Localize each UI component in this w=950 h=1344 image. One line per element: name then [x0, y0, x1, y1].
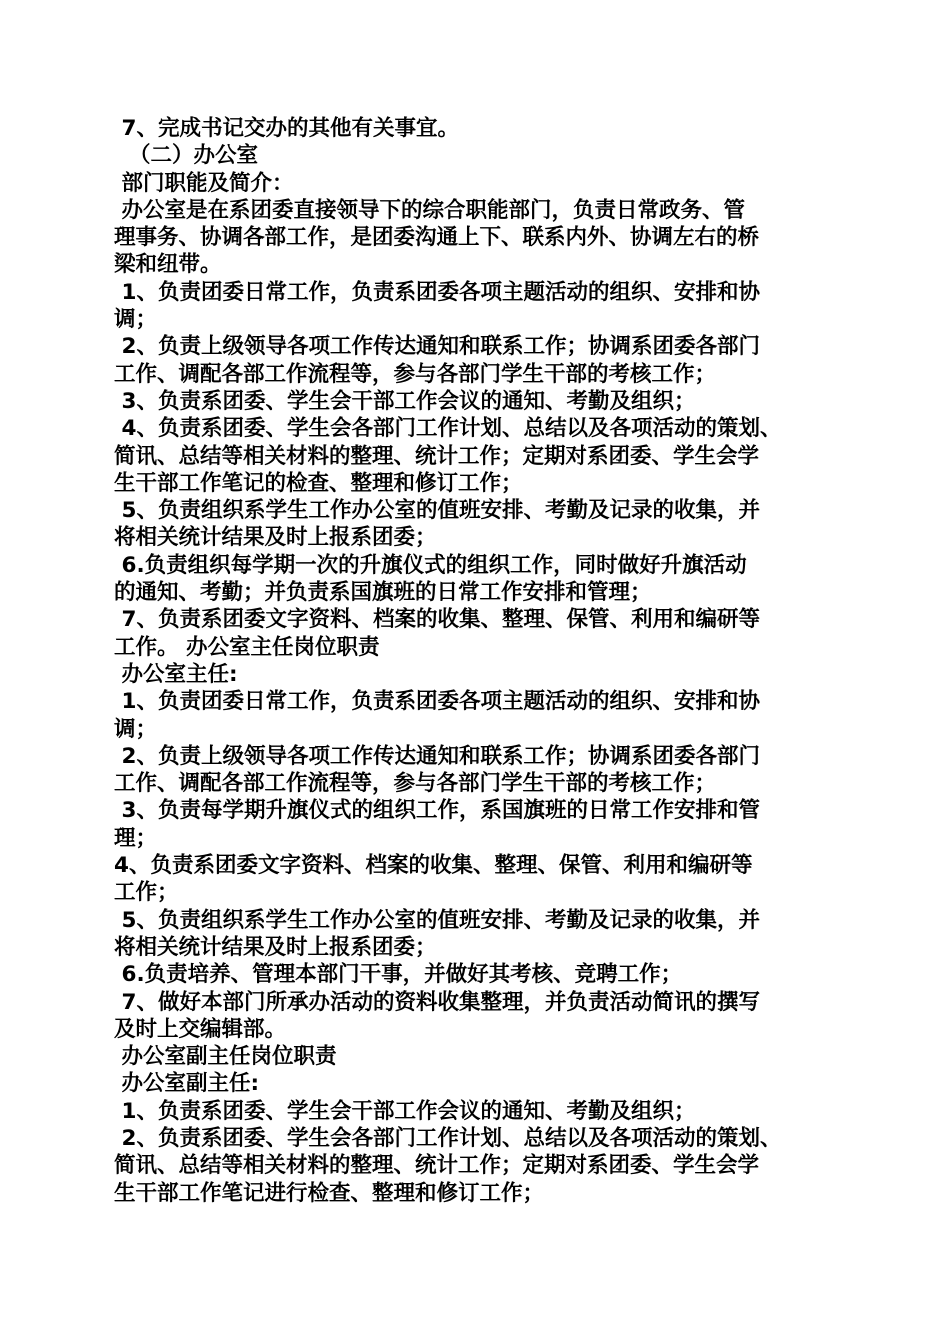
text-line: 工作、调配各部工作流程等，参与各部门学生干部的考核工作；: [114, 771, 717, 797]
text-line: 调；: [114, 307, 158, 333]
text-line: 2、负责上级领导各项工作传达通知和联系工作；协调系团委各部门: [114, 743, 760, 769]
text-line: 理；: [114, 825, 158, 851]
text-line: 工作。 办公室主任岗位职责: [114, 634, 380, 660]
text-line: 将相关统计结果及时上报系团委；: [114, 525, 437, 551]
text-line: 简讯、总结等相关材料的整理、统计工作；定期对系团委、学生会学: [114, 1153, 760, 1179]
text-line: 的通知、考勤；并负责系国旗班的日常工作安排和管理；: [114, 580, 652, 606]
text-line: 及时上交编辑部。: [114, 1016, 287, 1042]
text-line: 3、负责系团委、学生会干部工作会议的通知、考勤及组织；: [114, 388, 696, 414]
text-line: 4、负责系团委、学生会各部门工作计划、总结以及各项活动的策划、: [114, 416, 782, 442]
text-line: 7、做好本部门所承办活动的资料收集整理，并负责活动简讯的撰写: [114, 989, 760, 1015]
text-line: 工作、调配各部工作流程等，参与各部门学生干部的考核工作；: [114, 361, 717, 387]
text-line: 2、负责系团委、学生会各部门工作计划、总结以及各项活动的策划、: [114, 1125, 782, 1151]
text-line: 简讯、总结等相关材料的整理、统计工作；定期对系团委、学生会学: [114, 443, 760, 469]
subheading: 办公室主任:: [114, 661, 238, 687]
subheading: 部门职能及简介：: [114, 170, 294, 196]
text-line: 2、负责上级领导各项工作传达通知和联系工作；协调系团委各部门: [114, 334, 760, 360]
subheading: 办公室副主任岗位职责: [114, 1044, 337, 1070]
section-heading: （二）办公室: [114, 143, 258, 169]
text-line: 3、负责每学期升旗仪式的组织工作，系国旗班的日常工作安排和管: [114, 798, 760, 824]
text-line: 1、负责团委日常工作，负责系团委各项主题活动的组织、安排和协: [114, 689, 760, 715]
document-body: [114, 115, 844, 1207]
text-line: 5、负责组织系学生工作办公室的值班安排、考勤及记录的收集，并: [114, 907, 760, 933]
text-line: 理事务、协调各部工作，是团委沟通上下、联系内外、协调左右的桥: [114, 225, 760, 251]
text-line: 生干部工作笔记进行检查、整理和修订工作；: [114, 1180, 545, 1206]
text-line: 6.负责培养、管理本部门干事，并做好其考核、竞聘工作；: [114, 962, 683, 988]
text-line: 5、负责组织系学生工作办公室的值班安排、考勤及记录的收集，并: [114, 498, 760, 524]
text-line: 1、负责系团委、学生会干部工作会议的通知、考勤及组织；: [114, 1098, 696, 1124]
text-line: 6.负责组织每学期一次的升旗仪式的组织工作，同时做好升旗活动: [114, 552, 747, 578]
subheading: 办公室副主任:: [114, 1071, 260, 1097]
text-line: 生干部工作笔记的检查、整理和修订工作；: [114, 470, 523, 496]
text-line: 将相关统计结果及时上报系团委；: [114, 934, 437, 960]
text-line: 4、负责系团委文字资料、档案的收集、整理、保管、利用和编研等: [114, 853, 753, 879]
text-line: 1、负责团委日常工作，负责系团委各项主题活动的组织、安排和协: [114, 279, 760, 305]
text-line: 7、完成书记交办的其他有关事宜。: [114, 116, 459, 141]
text-line: 调；: [114, 716, 158, 742]
text-line: 办公室是在系团委直接领导下的综合职能部门，负责日常政务、管: [114, 197, 745, 223]
text-line: 梁和纽带。: [114, 252, 222, 278]
text-line: 工作；: [114, 880, 179, 906]
text-line: 7、负责系团委文字资料、档案的收集、整理、保管、利用和编研等: [114, 607, 760, 633]
